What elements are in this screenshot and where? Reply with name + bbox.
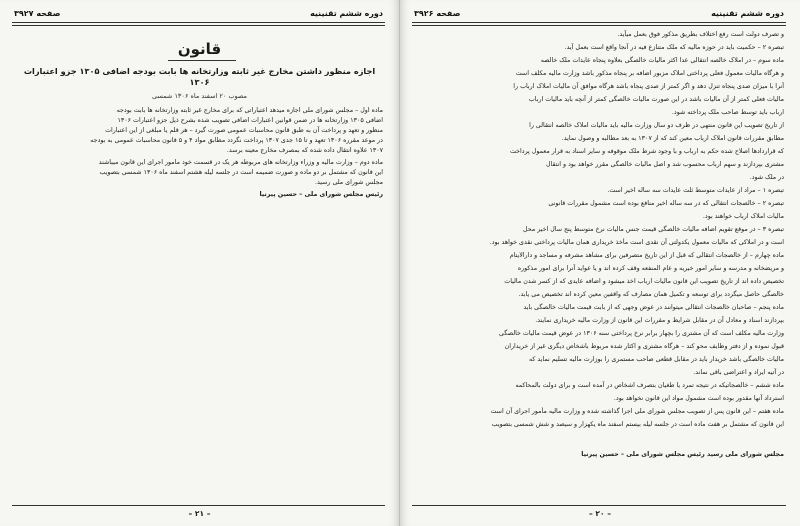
text-line: این قانون که مشتمل بر دو ماده و صورت ضمیمه است در جلسه لیله هشتم اسفند ماه ۱۳۰۶ شمسی بتصویب (99, 169, 383, 176)
left-page-header (14, 6, 383, 20)
text-line: از تاریخ تصویب این قانون منتهی در ظرف دو سال وزارت مالیه باید مالیات املاک خالصه انتقالی را (529, 122, 784, 129)
text-line: ماده هفتم – این قانون پس از تصویب مجلس شورای ملی اجرا گذاشته شده و وزارت مالیه مأمور اجرای آن است (490, 408, 784, 415)
text-line: مالیات خالصگی باشد خریدار باید در مقابل قطعی صاحب مستمری را بوزارت مالیه تسلیم نماید که (528, 356, 784, 363)
text-line: ارباب باید توسط صاحب ملک پرداخته شود. (671, 109, 784, 116)
left-header-page-number: صفحه ۳۹۲۷ (14, 8, 61, 18)
text-line (416, 433, 784, 442)
signature: مجلس شورای ملی رسید رئیس مجلس شورای ملی – حسین پیرنیا (581, 451, 784, 458)
text-line: اضافی ۱۳۰۵ وزارتخانه ها در ضمن قوانین اعتبارات اضافی تصویب شده بشرح ذیل جزو اعتبارات ۱۳۰۶ (117, 117, 383, 124)
text-line: مجلس شورای ملی رسید. (314, 179, 383, 186)
approval-date: مصوب ۲۰ اسفند ماه ۱۳۰۶ شمسی (151, 92, 248, 100)
text-line: است و در املاکی که مالیات معمول یکدولتی آن نقدی است مأخذ خریداری همان مالیات پرداختی نقدی خواهد بود. (489, 239, 784, 246)
left-header-title: دوره ششم تقنینیه (310, 8, 383, 18)
text-line: در آتیه ایراد و اعتراضی باقی نماند. (693, 369, 784, 376)
text-line: ماده سوم – در املاک خالصه انتقالی عدا اکثر مالیات خالصگی بعلاوه پنجاه عایدات ملک خالصه (540, 57, 784, 64)
left-page-number: – ۲۱ – (188, 509, 211, 518)
text-line: خالصگی حاصل میگردد برای توسعه و تکمیل همان مصارف که واقفین معین کرده اند تخصیص می یابد. (518, 291, 784, 298)
text-line: ماده ششم – خالصجاتیکه در نتیجه تمرد یا طغیان بتصرف اشخاص در آمده است و برای دولت بالمحاکمه (515, 382, 784, 389)
text-line: در ملک شود. (749, 174, 784, 181)
header-rule-double (12, 25, 385, 26)
text-line: قبول نموده و از دفتر وظایف محو کند – هرگاه مشتری و اکثار شده مربوط باشخاص دیگری غیر از خریداران (504, 343, 784, 350)
text-line: منظور و تعهد و پرداخت آن به طبق قانون محاسبات عمومی صورت گیرد – هر قلم یا مبلغی از این اعتبارات (105, 127, 383, 134)
signature: رئیس مجلس شورای ملی – حسین پیرنیا (259, 191, 383, 198)
text-line: ماده پنجم – صاحبان خالصجات انتقالی میتوانند در عوض وجهی که از بابت قیمت مالیات خالصگی باید (523, 304, 784, 311)
text-line: مشتری بپردازند و سهم ارباب محسوب شد و اصل مالیات خالصگی مقرر خواهد بود و انتقال (545, 161, 784, 168)
law-heading: اجازه منظور داشتن مخارج غیر ثابته وزارتخانه ها بابت بودجه اضافی ۱۳۰۵ جزو اعتبارات ۱۳۰۶ (23, 66, 376, 87)
text-line: تبصره ۳ – در موقع تقویم اضافه مالیات خالصگی قیمت جنس مالیات نرخ متوسط پنج سال اخیر محل (523, 226, 784, 233)
footer-rule (412, 505, 786, 506)
text-line: مالیات املاک ارباب خواهند بود. (702, 213, 784, 220)
text-line: تبصره ۱ – مراد از عایدات متوسط ثلث عایدات سه ساله اخیر است. (607, 187, 784, 194)
text-line: ماده اول – مجلس شورای ملی اجازه میدهد اعتباراتی که برای مخارج غیر ثابته وزارتخانه ها بابت بودجه (116, 107, 383, 114)
text-line: ماده چهارم – از خالصجات انتقالی که قبل از این تاریخ متصرفین برای مشاهد مشرفه و مساجد و دارالایتام (509, 252, 784, 259)
text-line: تبصره ۲ – خالصجات انتقالی که در سه ساله اخیر منافع بوده است مشمول مقررات قانونی (548, 200, 784, 207)
text-line: تبصره ۲ – حکمیت باید در حوزه مالیه که ملک متنازع فیه در آنجا واقع است بعمل آید. (564, 44, 784, 51)
right-page-number: – ۲۰ – (589, 509, 611, 518)
text-line: تخصیص داده اند از تاریخ تصویب این قانون مالیات ارباب اخذ میشود و اضافه عایدی که از کسر شدن مالیات (504, 278, 784, 285)
text-line: ۱۳۰۷ علاوه انتقال داده شده که بمصرف مخارج معینه برسد. (226, 147, 383, 154)
text-line: مالیات فعلی کمتر از آن مالیات باشد در این صورت مالیات خالصگی کمتر از آنچه باید مالیات ارباب (528, 96, 784, 103)
right-header-title: دوره ششم تقنینیه (711, 8, 784, 18)
header-rule (412, 22, 786, 23)
footer-rule (12, 505, 385, 506)
text-line: و تصرف دولت است رفع اختلاف بطریق مذکور فوق بعمل میآید. (617, 31, 784, 38)
header-rule-double (412, 25, 786, 26)
text-line: ماده دوم – وزارت مالیه و وزراء وزارتخانه های مربوطه هر یک در قسمت خود مامور اجرای این قانون میباشند (98, 159, 383, 166)
text-line: آنرا با میزان صدی پنجاه تنزل دهد و اگر کمتر از صدی پنجاه باشد هرگاه موافق آن مالیات املاک ارباب را (513, 83, 784, 90)
text-line: این قانون که مشتمل بر هفت ماده است در جلسه لیله بیستم اسفند ماه یکهزار و سیصد و شش شمسی بتصویب (491, 421, 784, 428)
text-line: استرداد آنها مقدور بوده است مشمول مواد این قانون نخواهد بود. (613, 395, 784, 402)
header-rule (12, 22, 385, 23)
text-line: مطابق مقررات قانون املاک ارباب معین کند که از ۱۳۰۷ به بعد مطالبه و وصول نماید. (561, 135, 784, 142)
text-line: در موعد مقرره ۱۳۰۶ تعهد و تا ۱۵ جدی ۱۳۰۷ پرداخت نگردد مطابق مواد ۴ و ۵ قانون محاسبات عمومی به بودجه (90, 137, 383, 144)
law-title: قانون (177, 40, 222, 58)
title-underline (168, 60, 236, 61)
right-header-page-number: صفحه ۳۹۲۶ (414, 8, 461, 18)
text-line: و هرگاه مالیات معمول فعلی پرداختی املاک مزبور اضافه بر پنجاه مذکور باشد وزارت مالیه مکلف است (515, 70, 784, 77)
text-line: و مریضخانه و مدرسه و سایر امور خیریه و عام المنفعه وقف کرده اند و یا عواید آنرا برای امور مذکوره (517, 265, 784, 272)
right-page (400, 0, 800, 526)
text-line: وزارت مالیه مکلف است که آن مشتری را بچهار برابر نرخ پرداختی سنه ۱۳۰۶ در عوض قیمت مالیات خالصگی (499, 330, 784, 337)
text-line: که قراردادها اصلاح شده حکم به ارباب و با وجود شرط ملک موقوفه و سایر اسناد به قرار معمول پرداخت (509, 148, 784, 155)
text-line: بپردازند اسناد و معادل آن در مقابل شرایط و مقررات این قانون از وزارت مالیه خریداری نمایند. (535, 317, 784, 324)
right-page-header (414, 6, 784, 20)
